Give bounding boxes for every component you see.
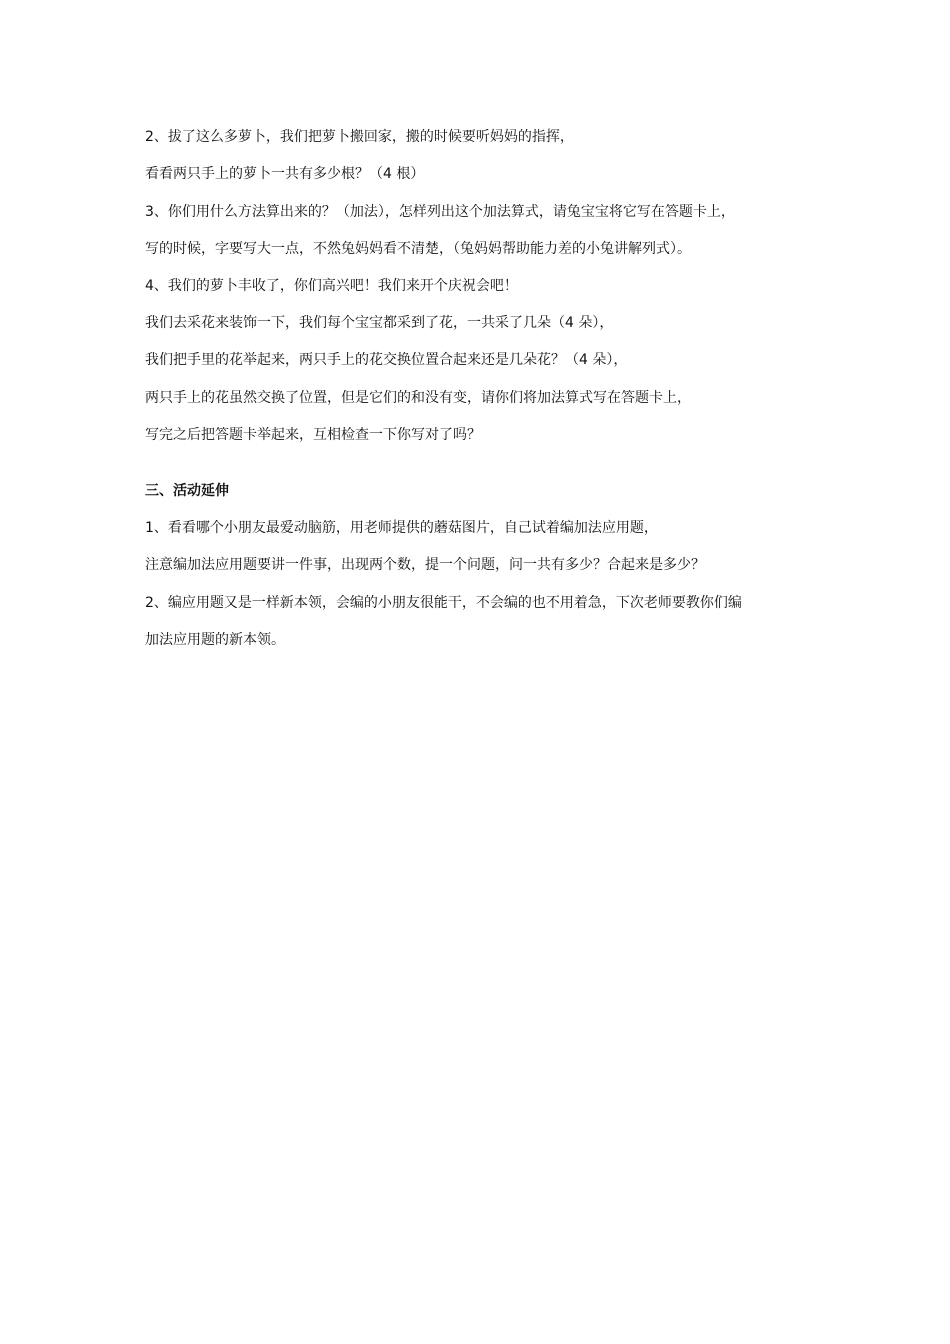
paragraph-line: 加法应用题的新本领。	[145, 632, 285, 648]
paragraph-line: 3、你们用什么方法算出来的？（加法），怎样列出这个加法算式，请兔宝宝将它写在答题卡上，	[145, 204, 735, 220]
paragraph-line: 写的时候，字要写大一点，不然兔妈妈看不清楚，（兔妈妈帮助能力差的小兔讲解列式）。	[145, 241, 691, 257]
paragraph-line: 我们去采花来装饰一下，我们每个宝宝都采到了花，一共采了几朵（4 朵），	[145, 315, 614, 331]
paragraph-line: 2、拔了这么多萝卜，我们把萝卜搬回家，搬的时候要听妈妈的指挥，	[145, 129, 574, 145]
section-heading: 三、活动延伸	[145, 483, 229, 499]
paragraph-line: 写完之后把答题卡举起来，互相检查一下你写对了吗？	[145, 427, 481, 443]
paragraph-line: 看看两只手上的萝卜一共有多少根？（4 根）	[145, 166, 425, 182]
paragraph-line: 2、编应用题又是一样新本领，会编的小朋友很能干，不会编的也不用着急，下次老师要教你们编	[145, 595, 742, 611]
paragraph-line: 1、看看哪个小朋友最爱动脑筋，用老师提供的蘑菇图片，自己试着编加法应用题，	[145, 520, 658, 536]
paragraph-line: 4、我们的萝卜丰收了，你们高兴吧！我们来开个庆祝会吧！	[145, 278, 518, 294]
paragraph-line: 两只手上的花虽然交换了位置，但是它们的和没有变，请你们将加法算式写在答题卡上，	[145, 390, 691, 406]
paragraph-line: 注意编加法应用题要讲一件事，出现两个数，提一个问题，问一共有多少？合起来是多少？	[145, 557, 705, 573]
paragraph-line: 我们把手里的花举起来，两只手上的花交换位置合起来还是几朵花？（4 朵），	[145, 352, 628, 368]
